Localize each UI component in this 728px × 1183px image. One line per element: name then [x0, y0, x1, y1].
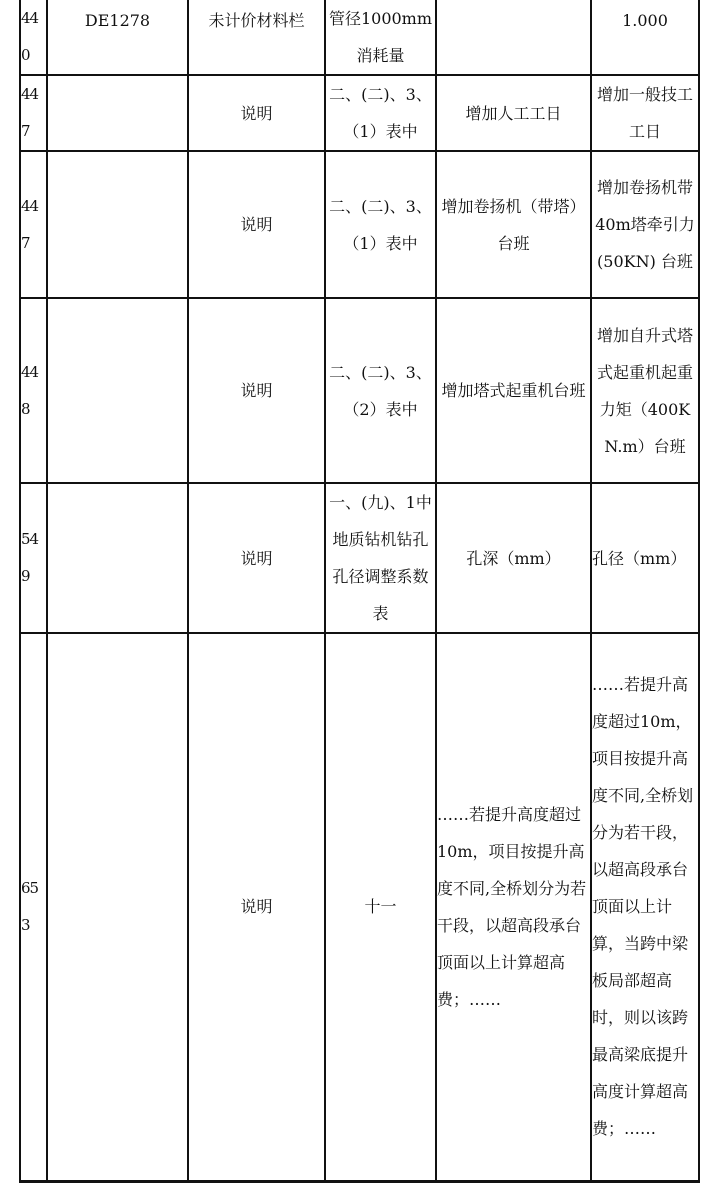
code-cell [47, 75, 188, 151]
clause-cell: 一、(九)、1中地质钻机钻孔孔径调整系数表 [325, 483, 436, 633]
page-cell: 447 [20, 151, 47, 298]
table-row [20, 633, 699, 1181]
code-cell: DE1278 [47, 0, 188, 75]
location-cell: 说明 [188, 151, 325, 298]
original-cell: 增加卷扬机（带塔）台班 [436, 151, 591, 298]
location-cell: 说明 [188, 633, 325, 1181]
page-cell: 448 [20, 298, 47, 483]
clause-cell: 管径1000mm消耗量 [325, 0, 436, 75]
page-cell: 549 [20, 483, 47, 633]
errata-table [19, 0, 700, 1183]
code-cell [47, 151, 188, 298]
clause-cell: 二、(二)、3、（2）表中 [325, 298, 436, 483]
original-cell [436, 0, 591, 75]
location-cell: 说明 [188, 298, 325, 483]
code-cell [47, 298, 188, 483]
code-cell [47, 483, 188, 633]
original-cell: 增加塔式起重机台班 [436, 298, 591, 483]
revised-cell: 增加一般技工工日 [591, 75, 699, 151]
table-row [20, 298, 699, 483]
table-row [20, 151, 699, 298]
revised-cell: 孔径（mm） [591, 483, 699, 633]
page-cell: 653 [20, 633, 47, 1181]
original-cell: ……若提升高度超过10m，项目按提升高度不同,全桥划分为若干段，以超高段承台顶面以上计算超高费；…… [436, 633, 591, 1181]
location-cell: 说明 [188, 75, 325, 151]
original-cell: 增加人工工日 [436, 75, 591, 151]
clause-cell: 十一 [325, 633, 436, 1181]
original-cell: 孔深（mm） [436, 483, 591, 633]
page-cell: 440 [20, 0, 47, 75]
revised-cell: ……若提升高度超过10m，项目按提升高度不同,全桥划分为若干段，以超高段承台顶面以上计算，当跨中梁板局部超高时，则以该跨最高梁底提升高度计算超高费；…… [591, 633, 699, 1181]
table-row [20, 75, 699, 151]
clause-cell: 二、(二)、3、（1）表中 [325, 151, 436, 298]
code-cell [47, 633, 188, 1181]
revised-cell: 增加卷扬机带40m塔牵引力(50KN) 台班 [591, 151, 699, 298]
revised-cell: 1.000 [591, 0, 699, 75]
page-cell: 447 [20, 75, 47, 151]
location-cell: 说明 [188, 483, 325, 633]
clause-cell: 二、(二)、3、（1）表中 [325, 75, 436, 151]
revised-cell: 增加自升式塔式起重机起重力矩（400KN.m）台班 [591, 298, 699, 483]
location-cell: 未计价材料栏 [188, 0, 325, 75]
table-row [20, 0, 699, 75]
table-row [20, 483, 699, 633]
